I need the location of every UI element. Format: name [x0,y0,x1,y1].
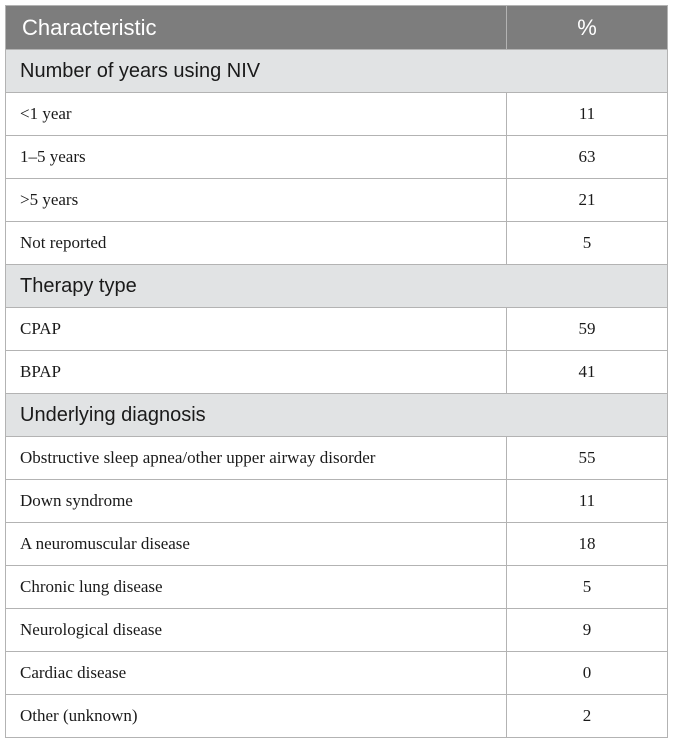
section-header-years-using-niv [6,50,668,93]
row-label: Chronic lung disease [6,566,507,609]
table-row [6,136,668,179]
row-label: 1–5 years [6,136,507,179]
row-label: Down syndrome [6,480,507,523]
row-value: 0 [507,652,668,695]
row-label: Not reported [6,222,507,265]
table-row [6,609,668,652]
section-title: Number of years using NIV [6,50,668,93]
row-value: 63 [507,136,668,179]
table-row [6,308,668,351]
table-row [6,179,668,222]
table-row [6,566,668,609]
row-value: 9 [507,609,668,652]
characteristics-table [5,5,668,738]
table-row [6,480,668,523]
row-value: 41 [507,351,668,394]
table-row [6,351,668,394]
row-label: Cardiac disease [6,652,507,695]
header-percent: % [507,6,668,50]
table-row [6,437,668,480]
table-row [6,523,668,566]
table-header [6,6,668,50]
row-value: 5 [507,566,668,609]
row-value: 21 [507,179,668,222]
row-value: 11 [507,480,668,523]
row-value: 59 [507,308,668,351]
row-label: Obstructive sleep apnea/other upper airway disorder [6,437,507,480]
row-value: 2 [507,695,668,738]
row-label: Neurological disease [6,609,507,652]
table-row [6,652,668,695]
section-header-underlying-diagnosis [6,394,668,437]
section-title: Therapy type [6,265,668,308]
row-label: >5 years [6,179,507,222]
table-row [6,222,668,265]
row-value: 11 [507,93,668,136]
row-label: BPAP [6,351,507,394]
table-row [6,695,668,738]
header-characteristic: Characteristic [6,6,507,50]
row-label: A neuromuscular disease [6,523,507,566]
table-row [6,93,668,136]
row-value: 5 [507,222,668,265]
header-row [6,6,668,50]
table-body [6,50,668,738]
row-label: Other (unknown) [6,695,507,738]
row-value: 18 [507,523,668,566]
section-title: Underlying diagnosis [6,394,668,437]
row-value: 55 [507,437,668,480]
row-label: <1 year [6,93,507,136]
row-label: CPAP [6,308,507,351]
section-header-therapy-type [6,265,668,308]
